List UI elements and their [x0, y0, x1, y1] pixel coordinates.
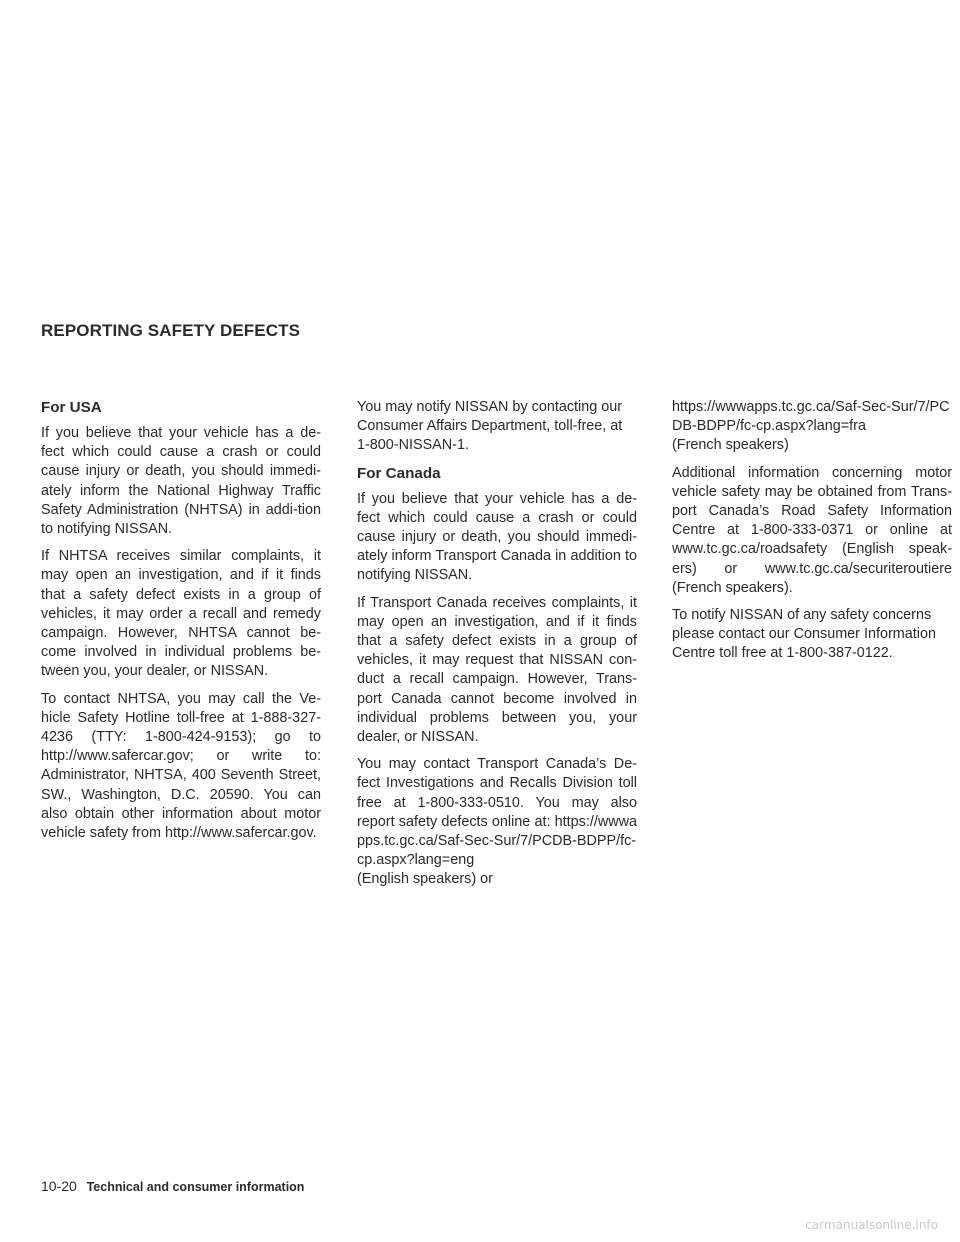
canada-paragraph-1: If you believe that your vehicle has a de-fect which could cause a crash or could cause injury or death, you should immedi-ately inform Transport Canada in addition to notifying NISSAN.: [357, 490, 637, 584]
usa-paragraph-1: If you believe that your vehicle has a de-fect which could cause a crash or could cause injury or death, you should immedi-ately inform the National Highway Traffic Safety Administration (NHTSA) in addi-tion to notifying NISSAN.: [41, 425, 321, 538]
url-french: https://wwwapps.tc.gc.ca/Saf-Sec-Sur/7/PCDB-BDPP/fc-cp.aspx?lang=fra: [672, 399, 950, 435]
url-french-note: (French speakers): [672, 437, 789, 454]
url-english-note: (English speakers) or: [357, 871, 493, 888]
canada-paragraph-5: To notify NISSAN of any safety concerns please contact our Consumer Information Centre toll free at 1-800-387-0122.: [672, 607, 936, 662]
column-3: [672, 398, 952, 672]
heading-for-usa: For USA: [41, 399, 102, 416]
watermark: carmanualsonline.info: [805, 1218, 938, 1232]
canada-paragraph-3: [357, 755, 637, 889]
column-2: [357, 398, 637, 898]
nissan-contact-paragraph: You may notify NISSAN by contacting our Consumer Affairs Department, toll-free, at 1-800-NISSAN-1.: [357, 399, 623, 454]
section-title: REPORTING SAFETY DEFECTS: [41, 321, 301, 340]
usa-paragraph-3: To contact NHTSA, you may call the Ve-hicle Safety Hotline toll-free at 1-888-327-4236 (TTY: 1-800-424-9153); go to http://www.safercar.gov; or write to: Administrator, NHTSA, 400 Seventh Street, SW., Washington, D.C. 20590. You can also obtain other information about motor vehicle safety from http://www.safercar.gov.: [41, 690, 321, 842]
usa-paragraph-2: If NHTSA receives similar complaints, it may open an investigation, and if it finds that a safety defect exists in a group of vehicles, it may order a recall and remedy campaign. However, NHTSA cannot be-come involved in individual problems be-tween you, your dealer, or NISSAN.: [41, 548, 321, 680]
canada-paragraph-3-text: You may contact Transport Canada’s De-fect Investigations and Recalls Division toll free at 1-800-333-0510. You may also report safety defects online at:: [357, 756, 637, 830]
canada-paragraph-4: Additional information concerning motor vehicle safety may be obtained from Trans-port Canada’s Road Safety Information Centre at 1-800-333-0371 or online at www.tc.gc.ca/roadsafety (English speak-ers) or www.tc.gc.ca/securiteroutiere (French speakers).: [672, 464, 952, 596]
column-1: [41, 398, 321, 851]
heading-for-canada: For Canada: [357, 464, 441, 482]
page-footer: [41, 1178, 304, 1194]
url-english: https://wwwapps.tc.gc.ca/Saf-Sec-Sur/7/PCDB-BDPP/fc-cp.aspx?lang=eng: [357, 813, 637, 869]
canada-paragraph-2: If Transport Canada receives complaints, it may open an investigation, and if it finds that a safety defect exists in a group of vehicles, it may request that NISSAN con-duct a recall campaign. However, Trans-port Canada cannot become involved in individual problems between you, your dealer, or NISSAN.: [357, 594, 637, 746]
url-french-paragraph: [672, 398, 952, 456]
chapter-title: Technical and consumer information: [86, 1180, 305, 1194]
page-number: 10-20: [41, 1178, 77, 1194]
